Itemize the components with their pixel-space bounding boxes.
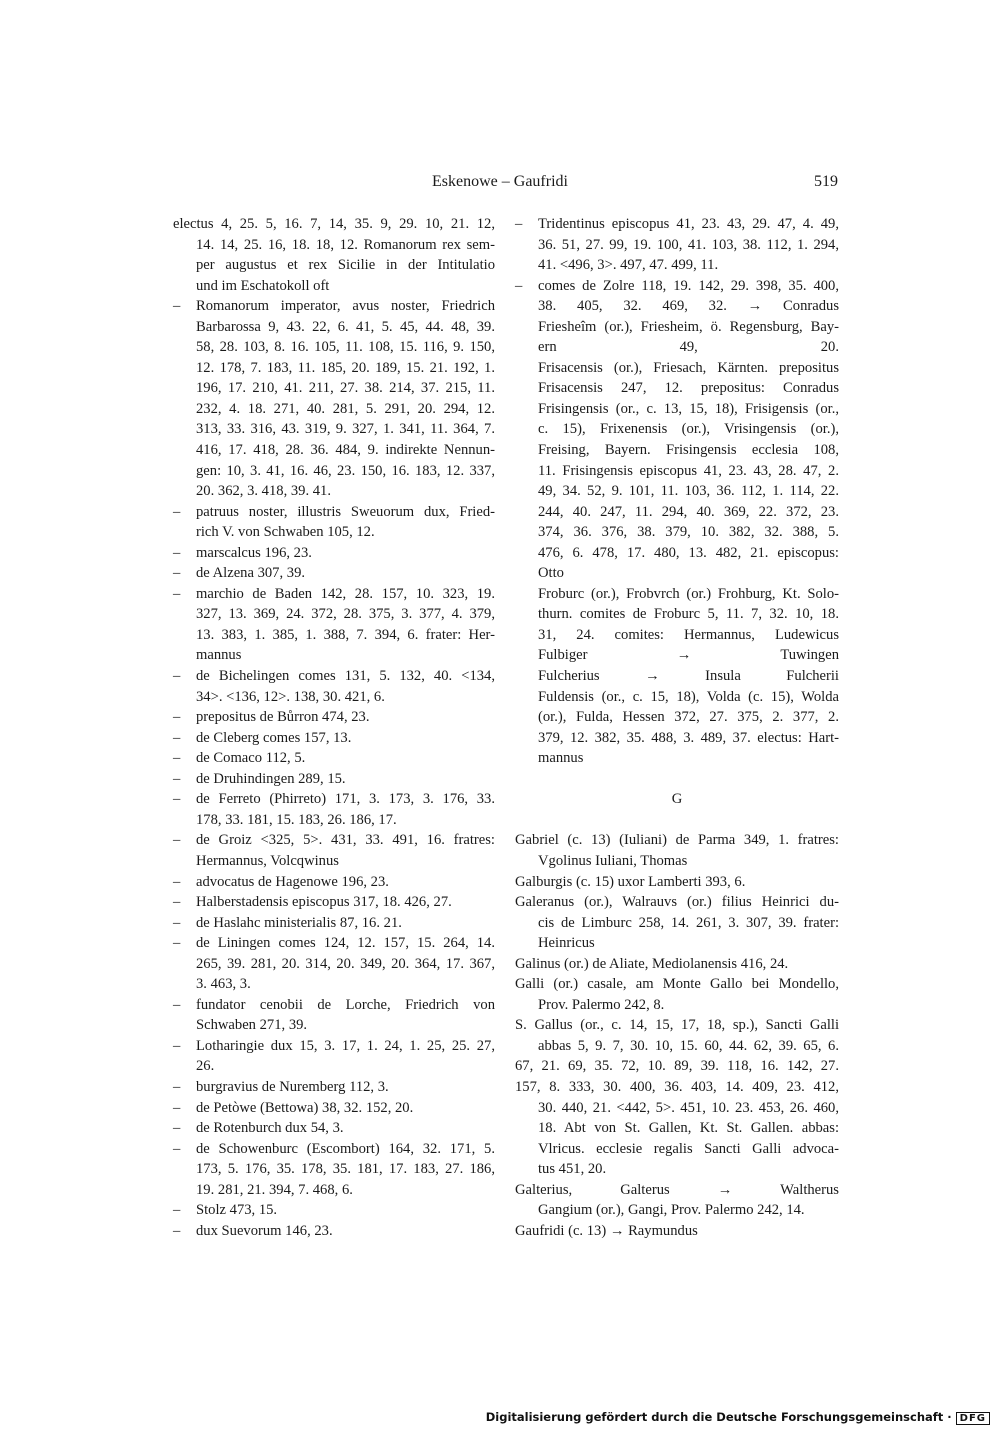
index-line: – de Schowenburc (Escombort) 164, 32. 171, 5. <box>173 1140 495 1157</box>
index-line: und im Eschatokoll oft <box>196 277 330 294</box>
index-line: c. 15), Frixenensis (or.), Vrisingensis (or.), <box>538 421 839 438</box>
index-line: 157, 8. 333, 30. 400, 36. 403, 14. 409, 23. 412, <box>515 1078 839 1095</box>
index-line: – Romanorum imperator, avus noster, Friedrich <box>173 298 495 315</box>
index-line: 58, 28. 103, 8. 16. 105, 11. 108, 15. 116, 9. 150, <box>196 339 495 356</box>
index-line: 374, 36. 376, 38. 379, 10. 382, 32. 388, 5. <box>538 524 839 541</box>
index-line: Gabriel (c. 13) (Iuliani) de Parma 349, 1. fratres: <box>515 832 839 849</box>
left-column <box>173 214 495 1241</box>
index-line: 416, 17. 418, 28. 36. 484, 9. indirekte Nennun- <box>196 442 495 459</box>
index-line: tus 451, 20. <box>538 1161 607 1178</box>
index-line: – de Druhindingen 289, 15. <box>173 770 346 787</box>
index-line: – de Cleberg comes 157, 13. <box>173 729 352 746</box>
index-line: Fulcherius → Insula Fulcherii <box>538 668 839 685</box>
index-line: 20. 362, 3. 418, 39. 41. <box>196 483 331 500</box>
index-line: – fundator cenobii de Lorche, Friedrich von <box>173 996 495 1013</box>
index-line: – Lotharingie dux 15, 3. 17, 1. 24, 1. 25, 25. 27, <box>173 1037 495 1054</box>
index-line: 14. 14, 25. 16, 18. 18, 12. Romanorum rex sem- <box>196 236 495 253</box>
index-line: Hermannus, Volcqwinus <box>196 852 339 869</box>
index-line: – de Bichelingen comes 131, 5. 132, 40. <134, <box>173 668 495 685</box>
index-line: S. Gallus (or., c. 14, 15, 17, 18, sp.), Sancti Galli <box>515 1017 839 1034</box>
index-line: 36. 51, 27. 99, 19. 100, 41. 103, 38. 112, 1. 294, <box>538 236 839 253</box>
index-line: Barbarossa 9, 43. 22, 6. 41, 5. 45, 44. 48, 39. <box>196 318 495 335</box>
index-line: 11. Frisingensis episcopus 41, 23. 43, 28. 47, 2. <box>538 462 839 479</box>
index-line: thurn. comites de Froburc 5, 11. 7, 32. 10, 18. <box>538 606 839 623</box>
index-line: 3. 463, 3. <box>196 976 251 993</box>
index-line: – de Ferreto (Phirreto) 171, 3. 173, 3. 176, 33. <box>173 791 495 808</box>
index-line: – Halberstadensis episcopus 317, 18. 426, 27. <box>173 894 452 911</box>
index-line: Frisacensis (or.), Friesach, Kärnten. prepositus <box>538 359 839 376</box>
index-line: – patruus noster, illustris Sweuorum dux, Fried- <box>173 503 495 520</box>
index-line: 38. 405, 32. 469, 32. → Conradus <box>538 298 839 315</box>
index-line: – de Groiz <325, 5>. 431, 33. 491, 16. fratres: <box>173 832 495 849</box>
index-line: 265, 39. 281, 20. 314, 20. 349, 20. 364, 17. 367, <box>196 955 495 972</box>
index-line: – Stolz 473, 15. <box>173 1202 278 1219</box>
index-line: Frisacensis 247, 12. prepositus: Conradus <box>538 380 839 397</box>
index-line: (or.), Fulda, Hessen 372, 27. 375, 2. 377, 2. <box>538 709 839 726</box>
index-line: 19. 281, 21. 394, 7. 468, 6. <box>196 1181 353 1198</box>
index-line: 34>. <136, 12>. 138, 30. 421, 6. <box>196 688 385 705</box>
right-column <box>515 214 839 1241</box>
running-head-title: Eskenowe – Gaufridi <box>432 173 568 190</box>
index-line: – comes de Zolre 118, 19. 142, 29. 398, 35. 400, <box>515 277 839 294</box>
index-line: Fulbiger → Tuwingen <box>538 647 839 664</box>
index-line <box>515 769 839 790</box>
index-line: – dux Suevorum 146, 23. <box>173 1222 333 1239</box>
index-line: cis de Limburc 258, 14. 261, 3. 307, 39. frater: <box>538 914 839 931</box>
index-line: 26. <box>196 1058 215 1075</box>
index-line: 13. 383, 1. 385, 1. 388, 7. 394, 6. frater: Her- <box>196 626 495 643</box>
index-line: – burgravius de Nuremberg 112, 3. <box>173 1078 389 1095</box>
index-line: G <box>671 791 683 808</box>
index-line: Friesheîm (or.), Friesheim, ö. Regensburg, Bay- <box>538 318 839 335</box>
index-line: electus 4, 25. 5, 16. 7, 14, 35. 9, 29. 10, 21. 12, <box>173 216 495 232</box>
index-line: rich V. von Schwaben 105, 12. <box>196 524 375 541</box>
index-line: Gaufridi (c. 13) → Raymundus <box>515 1222 698 1239</box>
index-line: Galburgis (c. 15) uxor Lamberti 393, 6. <box>515 873 746 890</box>
index-line: 379, 12. 382, 35. 488, 3. 489, 37. electus: Hart- <box>538 729 839 746</box>
page-number: 519 <box>814 173 838 190</box>
index-line: – Tridentinus episcopus 41, 23. 43, 29. 47, 4. 49, <box>515 216 839 232</box>
index-line: Vgolinus Iuliani, Thomas <box>538 852 688 869</box>
index-line: 173, 5. 176, 35. 178, 35. 181, 17. 183, 27. 186, <box>196 1161 495 1178</box>
index-line: – de Alzena 307, 39. <box>173 565 306 582</box>
index-line: abbas 5, 9. 7, 30. 10, 15. 60, 44. 62, 39. 65, 6. <box>538 1037 839 1054</box>
index-line: – advocatus de Hagenowe 196, 23. <box>173 873 389 890</box>
index-line: 476, 6. 478, 17. 480, 13. 482, 21. episcopus: <box>538 544 839 561</box>
index-line: – de Liningen comes 124, 12. 157, 15. 264, 14. <box>173 935 495 952</box>
funding-text: Digitalisierung gefördert durch die Deutsche Forschungsgemeinschaft · <box>485 1410 952 1424</box>
index-line: Vlricus. ecclesie regalis Sancti Galli advoca- <box>538 1140 839 1157</box>
index-line: Galterius, Galterus → Waltherus <box>515 1181 839 1198</box>
index-line: 232, 4. 18. 271, 40. 281, 5. 291, 20. 294, 12. <box>196 400 495 417</box>
dfg-logo: DFG <box>956 1412 990 1425</box>
index-line: 244, 40. 247, 11. 294, 40. 369, 22. 372, 23. <box>538 503 839 520</box>
index-line: ern 49, 20. <box>538 339 839 356</box>
index-line: 313, 33. 316, 43. 319, 9. 327, 1. 341, 11. 364, 7. <box>196 421 495 438</box>
index-line: – de Haslahc ministerialis 87, 16. 21. <box>173 914 402 931</box>
index-line: – marchio de Baden 142, 28. 157, 10. 323, 19. <box>173 585 495 602</box>
index-line: 12. 178, 7. 183, 11. 185, 20. 189, 15. 21. 192, 1. <box>196 359 495 376</box>
index-line: – marscalcus 196, 23. <box>173 544 312 561</box>
index-line: Freising, Bayern. Frisingensis ecclesia 108, <box>538 442 839 459</box>
index-line: 178, 33. 181, 15. 183, 26. 186, 17. <box>196 811 397 828</box>
index-line <box>515 810 839 831</box>
index-line: Heinricus <box>538 935 595 952</box>
index-line: 31, 24. comites: Hermannus, Ludewicus <box>538 626 839 643</box>
index-line: – de Rotenburch dux 54, 3. <box>173 1120 344 1137</box>
index-line: Frisingensis (or., c. 13, 15, 18), Frisigensis (or., <box>538 400 839 417</box>
index-line: 30. 440, 21. <442, 5>. 451, 10. 23. 453, 26. 460, <box>538 1099 839 1116</box>
index-line: Fuldensis (or., c. 15, 18), Volda (c. 15), Wolda <box>538 688 839 705</box>
index-line: 49, 34. 52, 9. 101, 11. 103, 36. 112, 1. 114, 22. <box>538 483 839 500</box>
index-line: – de Comaco 112, 5. <box>173 750 306 767</box>
index-line: Galeranus (or.), Walrauvs (or.) filius Heinrici du- <box>515 894 839 911</box>
index-line: Schwaben 271, 39. <box>196 1017 308 1034</box>
index-line: mannus <box>538 750 584 767</box>
index-line: mannus <box>196 647 242 664</box>
index-line: Froburc (or.), Frobvrch (or.) Frohburg, Kt. Solo- <box>538 585 839 602</box>
index-line: gen: 10, 3. 41, 16. 46, 23. 150, 16. 183, 12. 337, <box>196 462 495 479</box>
index-line: 18. Abt von St. Gallen, Kt. St. Gallen. abbas: <box>538 1120 839 1137</box>
index-line: Prov. Palermo 242, 8. <box>538 996 665 1013</box>
index-line: 327, 13. 369, 24. 372, 28. 375, 3. 377, 4. 379, <box>196 606 495 623</box>
index-line: 196, 17. 210, 41. 211, 27. 38. 214, 37. 215, 11. <box>196 380 495 397</box>
index-line: – prepositus de Bůrron 474, 23. <box>173 709 370 726</box>
index-line: 67, 21. 69, 35. 72, 10. 89, 39. 118, 16. 142, 27. <box>515 1058 839 1075</box>
index-line: Gangium (or.), Gangi, Prov. Palermo 242, 14. <box>538 1202 805 1219</box>
index-line: Otto <box>538 565 564 582</box>
index-line: Galinus (or.) de Aliate, Mediolanensis 416, 24. <box>515 955 789 972</box>
funding-footer <box>486 1410 990 1425</box>
index-line: 41. <496, 3>. 497, 47. 499, 11. <box>538 257 719 274</box>
index-line: per augustus et rex Sicilie in der Intitulatio <box>196 257 495 274</box>
index-line: – de Petòwe (Bettowa) 38, 32. 152, 20. <box>173 1099 414 1116</box>
index-line: Galli (or.) casale, am Monte Gallo bei Mondello, <box>515 976 839 993</box>
